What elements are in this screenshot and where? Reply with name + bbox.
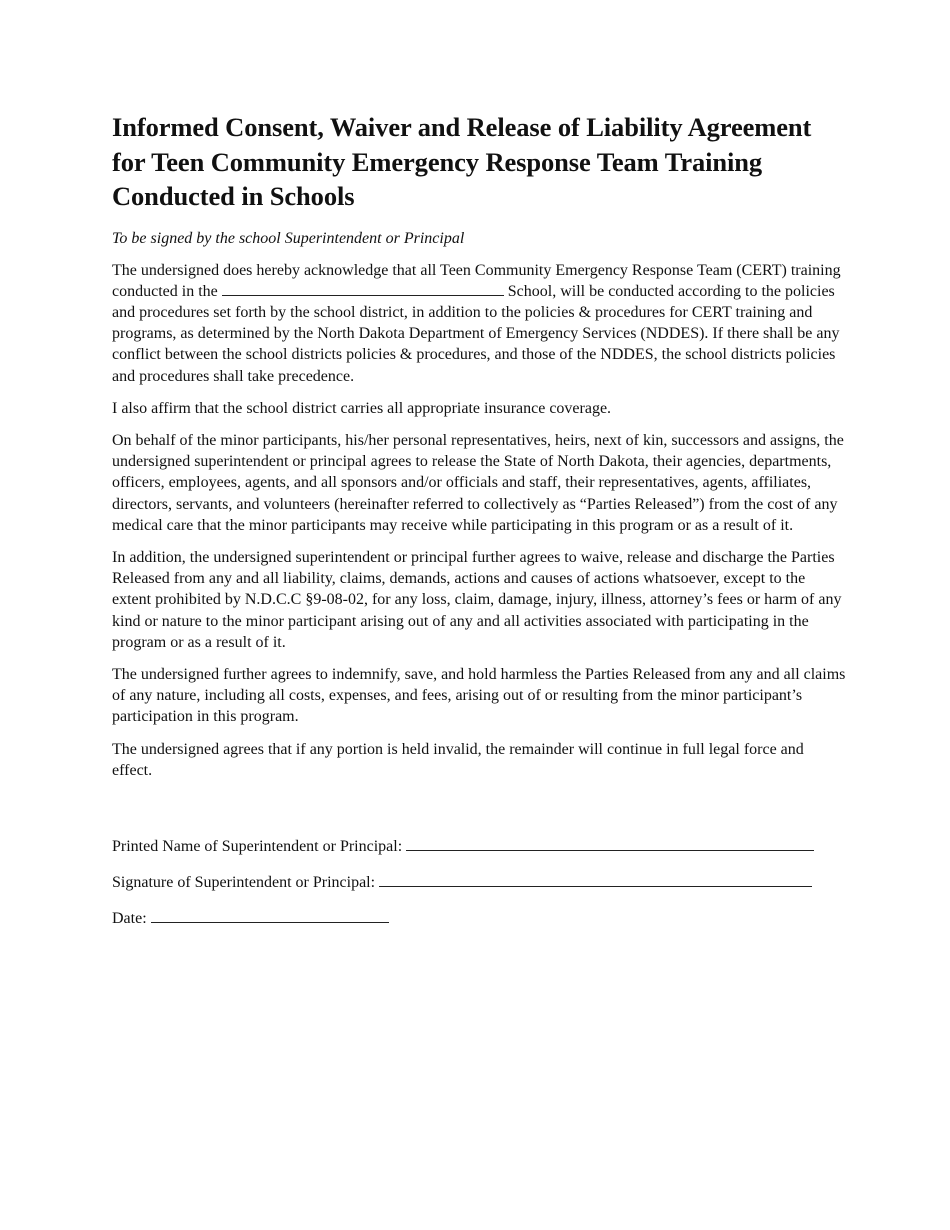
printed-name-blank[interactable] <box>406 835 814 851</box>
document-subtitle: To be signed by the school Superintendent or Principal <box>112 229 465 247</box>
signature-row <box>112 871 847 893</box>
date-blank[interactable] <box>151 907 389 923</box>
signature-label: Signature of Superintendent or Principal: <box>112 873 376 891</box>
document-title: Informed Consent, Waiver and Release of Liability Agreement for Teen Community Emergency Response Team Training Conducted in Schools <box>112 112 812 211</box>
signature-blank[interactable] <box>379 871 812 887</box>
paragraph-waiver: In addition, the undersigned superintendent or principal further agrees to waive, release and discharge the Parties Released from any and all liability, claims, demands, actions and causes of actions whatsoever, except to the extent prohibited by N.D.C.C §9-08-02, for any loss, claim, damage, injury, illness, attorney’s fees or harm of any kind or nature to the minor participant arising out of any and all activities associated with participating in the program or as a result of it. <box>112 548 842 651</box>
paragraph-acknowledgement-end: School, will be conducted according to the policies and procedures set forth by the school district, in addition to the policies & procedures for CERT training and programs, as determined by the North Dakota Department of Emergency Services (NDDES). If there shall be any conflict between the school districts policies & procedures, and those of the NDDES, the school districts policies and procedures shall take precedence. <box>112 282 840 385</box>
paragraph-severability: The undersigned agrees that if any portion is held invalid, the remainder will continue in full legal force and effect. <box>112 740 804 779</box>
signature-block <box>112 835 847 929</box>
paragraph-acknowledgement <box>112 260 847 387</box>
paragraph-indemnify: The undersigned further agrees to indemnify, save, and hold harmless the Parties Released from any and all claims of any nature, including all costs, expenses, and fees, arising out of or resulting from the minor participant’s participation in this program. <box>112 665 846 726</box>
paragraph-insurance: I also affirm that the school district carries all appropriate insurance coverage. <box>112 399 612 417</box>
printed-name-label: Printed Name of Superintendent or Principal: <box>112 837 403 855</box>
document-page <box>112 110 847 943</box>
date-row <box>112 907 847 929</box>
date-label: Date: <box>112 909 147 927</box>
printed-name-row <box>112 835 847 857</box>
school-name-blank[interactable] <box>222 282 504 296</box>
paragraph-release: On behalf of the minor participants, his/her personal representatives, heirs, next of kin, successors and assigns, the undersigned superintendent or principal agrees to release the State of North Dakota, their agencies, departments, officers, employees, agents, and all sponsors and/or officials and staff, their representatives, agents, affiliates, directors, servants, and volunteers (hereinafter referred to collectively as “Parties Released”) from the cost of any medical care that the minor participants may receive while participating in this program or as a result of it. <box>112 431 844 534</box>
paragraph-acknowledgement-start: The undersigned does hereby acknowledge that all Teen Community Emergency Response Team (CERT) training conducted in the <box>112 261 841 300</box>
